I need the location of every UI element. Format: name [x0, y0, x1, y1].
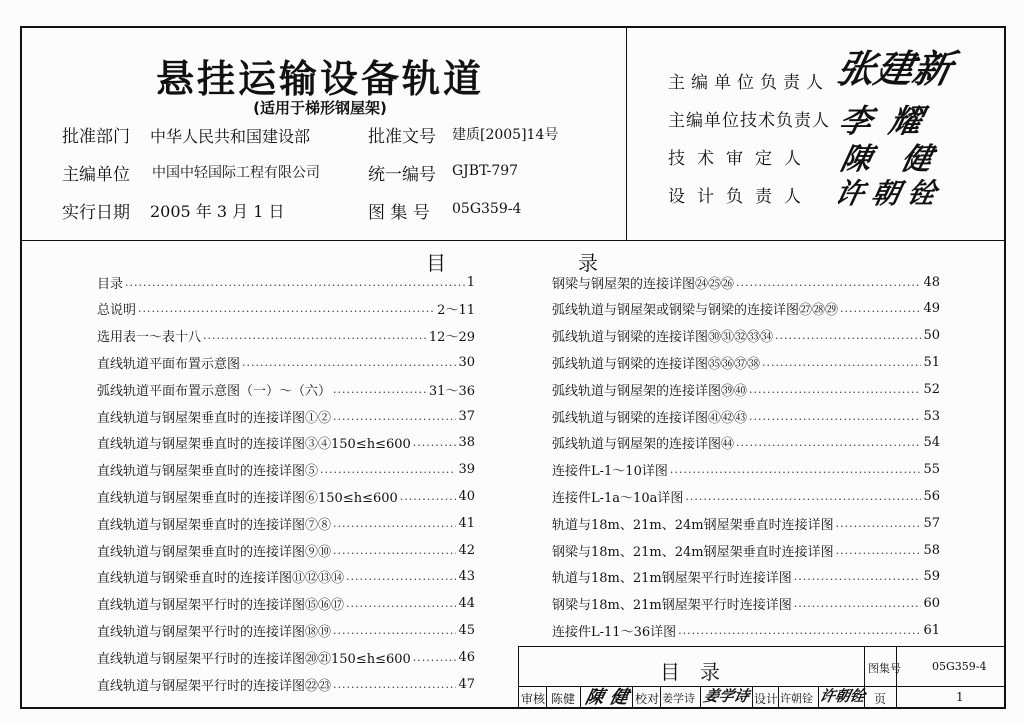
toc-entry-page: 31～36	[428, 383, 475, 399]
tb-sep-3	[632, 686, 633, 709]
title-block-v2	[896, 646, 897, 709]
responsible-label-chief-unit: 主编单位负责人	[668, 73, 829, 93]
toc-entry-page: 42	[458, 542, 475, 558]
toc-entry-page: 40	[458, 488, 475, 504]
check-signature: 姜学诗	[701, 687, 751, 705]
toc-entry-title: 弧线轨道与钢屋架或钢梁与钢梁的连接详图㉗㉘㉙	[552, 303, 839, 319]
toc-entry-page: 1	[466, 274, 475, 290]
toc-heading-right: 录	[578, 251, 598, 275]
toc-entry	[552, 512, 940, 534]
title-block-top	[518, 646, 1006, 647]
toc-entry-page: 38	[458, 435, 475, 451]
toc-entry	[97, 298, 475, 320]
toc-leader-dots	[242, 356, 456, 369]
toc-entry	[552, 485, 940, 507]
toc-leader-dots	[794, 570, 922, 583]
toc-entry-page: 59	[923, 569, 940, 585]
toc-entry	[552, 298, 940, 320]
responsible-label-design: 设计负责人	[668, 187, 813, 207]
toc-leader-dots	[736, 276, 921, 289]
toc-entry-title: 连接件L-1～10详图	[552, 464, 668, 480]
toc-entry-title: 目录	[97, 276, 124, 292]
toc-entry	[97, 325, 475, 347]
header-divider	[20, 240, 1006, 241]
toc-entry-page: 60	[923, 596, 940, 612]
toc-leader-dots	[333, 410, 456, 423]
page-label: 页	[874, 692, 887, 706]
atlas-number-label: 图 集 号	[368, 203, 430, 223]
toc-entry	[552, 566, 940, 588]
atlas-number-value: 05G359-4	[452, 201, 522, 217]
toc-entry-page: 46	[458, 649, 475, 665]
responsible-label-tech: 主编单位技术负责人	[668, 111, 830, 131]
toc-leader-dots	[125, 276, 465, 289]
toc-entry-title: 弧线轨道平面布置示意图（一）～（六）	[97, 383, 332, 399]
review-signature: 陳 健	[583, 687, 631, 708]
toc-entry-title: 连接件L-1a～10a详图	[552, 490, 684, 506]
toc-leader-dots	[840, 302, 921, 315]
toc-leader-dots	[413, 436, 457, 449]
check-label: 校对	[635, 692, 660, 706]
toc-entry-page: 54	[923, 435, 940, 451]
toc-entry-title: 连接件L-11～36详图	[552, 624, 677, 640]
toc-entry-title: 直线轨道与钢屋架垂直时的连接详图⑦⑧	[97, 517, 332, 533]
toc-entry-title: 钢梁与18m、21m钢屋架平行时连接详图	[552, 598, 792, 614]
editor-unit-value: 中国中轻国际工程有限公司	[152, 165, 320, 181]
toc-entry-page: 49	[923, 301, 940, 317]
toc-entry	[552, 593, 940, 615]
toc-entry-page: 41	[458, 515, 475, 531]
toc-entry-page: 37	[458, 408, 475, 424]
toc-entry-title: 直线轨道与钢屋架垂直时的连接详图⑤	[97, 464, 319, 480]
toc-entry	[97, 593, 475, 615]
tb-sep-2	[580, 686, 581, 709]
toc-entry-page: 53	[923, 408, 940, 424]
toc-entry-title: 选用表一～表十八	[97, 330, 202, 346]
editor-unit-label: 主编单位	[62, 165, 130, 185]
toc-entry-page: 2～11	[437, 303, 475, 319]
toc-entry-page: 48	[923, 274, 940, 290]
signature-tech: 李耀	[835, 102, 944, 140]
toc-entry	[97, 271, 475, 293]
toc-entry	[552, 378, 940, 400]
toc-leader-dots	[333, 678, 456, 691]
toc-entry	[97, 432, 475, 454]
toc-entry-title: 钢梁与18m、21m、24m钢屋架垂直时连接详图	[552, 544, 834, 560]
toc-leader-dots	[320, 463, 456, 476]
page-subtitle: (适用于梯形钢屋架)	[253, 99, 387, 117]
approval-dept-label: 批准部门	[62, 127, 130, 147]
toc-entry-page: 30	[458, 354, 475, 370]
toc-entry	[552, 432, 940, 454]
toc-leader-dots	[138, 302, 435, 315]
toc-entry-page: 52	[923, 381, 940, 397]
tb-sep-7	[778, 686, 779, 709]
toc-entry	[97, 459, 475, 481]
effective-date-label: 实行日期	[62, 203, 130, 223]
toc-entry-title: 直线轨道与钢梁垂直时的连接详图⑪⑫⑬⑭	[97, 571, 345, 587]
toc-entry	[97, 539, 475, 561]
toc-entry-page: 56	[923, 488, 940, 504]
atlas-value: 05G359-4	[932, 660, 987, 673]
toc-entry	[552, 619, 940, 641]
toc-entry-page: 12～29	[428, 330, 475, 346]
toc-leader-dots	[749, 383, 921, 396]
toc-leader-dots	[346, 597, 456, 610]
toc-leader-dots	[794, 597, 922, 610]
design-signature: 许朝铨	[817, 687, 867, 705]
unified-number-value: GJBT-797	[452, 163, 519, 179]
toc-leader-dots	[685, 490, 921, 503]
toc-entry-page: 39	[458, 462, 475, 478]
toc-entry-title: 弧线轨道与钢屋架的连接详图㊴㊵	[552, 383, 748, 399]
toc-entry-title: 直线轨道与钢屋架垂直时的连接详图⑨⑩	[97, 544, 332, 560]
page-value: 1	[956, 690, 964, 704]
toc-entry-title: 钢梁与钢屋架的连接详图㉔㉕㉖	[552, 276, 735, 292]
toc-leader-dots	[203, 329, 427, 342]
page-title: 悬挂运输设备轨道	[155, 57, 484, 101]
tb-sep-1	[546, 686, 547, 709]
toc-entry	[97, 351, 475, 373]
toc-entry-page: 51	[923, 354, 940, 370]
toc-leader-dots	[749, 410, 921, 423]
toc-entry-page: 47	[458, 676, 475, 692]
toc-entry	[552, 459, 940, 481]
tb-sep-6	[752, 686, 753, 709]
toc-entry	[552, 405, 940, 427]
title-block-left	[518, 646, 519, 709]
toc-heading-left: 目	[426, 251, 446, 275]
toc-entry-page: 57	[923, 515, 940, 531]
review-name: 陈健	[551, 692, 576, 706]
approval-dept-value: 中华人民共和国建设部	[150, 127, 311, 146]
toc-entry-title: 直线轨道与钢屋架平行时的连接详图⑮⑯⑰	[97, 598, 345, 614]
toc-entry	[97, 673, 475, 695]
responsible-label-review: 技术审定人	[668, 149, 813, 169]
tb-sep-4	[660, 686, 661, 709]
toc-leader-dots	[736, 436, 921, 449]
toc-entry	[552, 351, 940, 373]
atlas-label: 图集号	[868, 662, 901, 675]
toc-entry-title: 总说明	[97, 303, 137, 319]
toc-leader-dots	[333, 517, 456, 530]
toc-entry	[97, 485, 475, 507]
toc-leader-dots	[762, 356, 921, 369]
toc-leader-dots	[333, 383, 427, 396]
toc-entry	[97, 405, 475, 427]
signature-design: 许朝铨	[832, 177, 948, 210]
design-label: 设计	[754, 692, 779, 706]
signature-chief-unit: 张建新	[832, 46, 957, 91]
toc-entry-title: 弧线轨道与钢梁的连接详图㊶㊷㊸	[552, 410, 748, 426]
toc-leader-dots	[413, 651, 457, 664]
toc-leader-dots	[670, 463, 922, 476]
toc-leader-dots	[836, 517, 922, 530]
unified-number-label: 统一编号	[368, 165, 436, 185]
toc-entry-title: 弧线轨道与钢屋架的连接详图㊹	[552, 437, 735, 453]
header-vertical-divider	[626, 26, 627, 240]
toc-entry	[97, 566, 475, 588]
toc-entry-title: 弧线轨道与钢梁的连接详图㉚㉛㉜㉝㉞	[552, 330, 774, 346]
toc-entry	[552, 271, 940, 293]
sheet-title: 目录	[660, 660, 740, 684]
toc-leader-dots	[836, 544, 922, 557]
toc-entry-title: 直线轨道与钢屋架平行时的连接详图⑱⑲	[97, 624, 332, 640]
toc-entry-title: 直线轨道与钢屋架平行时的连接详图㉒㉓	[97, 678, 332, 694]
toc-entry-page: 55	[923, 462, 940, 478]
toc-entry-title: 直线轨道与钢屋架平行时的连接详图⑳㉑150≤h≤600	[97, 651, 411, 667]
toc-leader-dots	[678, 624, 921, 637]
toc-entry-title: 直线轨道与钢屋架垂直时的连接详图③④150≤h≤600	[97, 437, 411, 453]
toc-entry-page: 58	[923, 542, 940, 558]
toc-entry	[97, 646, 475, 668]
check-name: 姜学诗	[662, 692, 695, 705]
toc-entry-page: 61	[923, 622, 940, 638]
toc-entry-page: 50	[923, 328, 940, 344]
toc-entry	[552, 539, 940, 561]
toc-entry-page: 44	[458, 596, 475, 612]
toc-entry-page: 43	[458, 569, 475, 585]
toc-leader-dots	[333, 544, 456, 557]
signature-review: 陳 健	[837, 142, 946, 177]
design-name: 许朝铨	[780, 692, 813, 705]
toc-entry	[97, 512, 475, 534]
toc-leader-dots	[400, 490, 457, 503]
toc-entry-title: 弧线轨道与钢梁的连接详图㉟㊱㊲㊳	[552, 356, 761, 372]
review-label: 审核	[521, 692, 546, 706]
toc-leader-dots	[333, 624, 456, 637]
toc-entry	[97, 378, 475, 400]
toc-entry-title: 直线轨道与钢屋架垂直时的连接详图①②	[97, 410, 332, 426]
toc-entry-title: 轨道与18m、21m钢屋架平行时连接详图	[552, 571, 792, 587]
toc-entry-page: 45	[458, 622, 475, 638]
toc-entry-title: 轨道与18m、21m、24m钢屋架垂直时连接详图	[552, 517, 834, 533]
toc-entry	[97, 619, 475, 641]
approval-doc-label: 批准文号	[368, 127, 436, 147]
toc-entry-title: 直线轨道与钢屋架垂直时的连接详图⑥150≤h≤600	[97, 490, 398, 506]
toc-leader-dots	[775, 329, 921, 342]
toc-entry-title: 直线轨道平面布置示意图	[97, 356, 241, 372]
toc-leader-dots	[346, 570, 456, 583]
approval-doc-value: 建质[2005]14号	[452, 127, 559, 143]
toc-entry	[552, 325, 940, 347]
effective-date-value: 2005 年 3 月 1 日	[150, 202, 285, 221]
